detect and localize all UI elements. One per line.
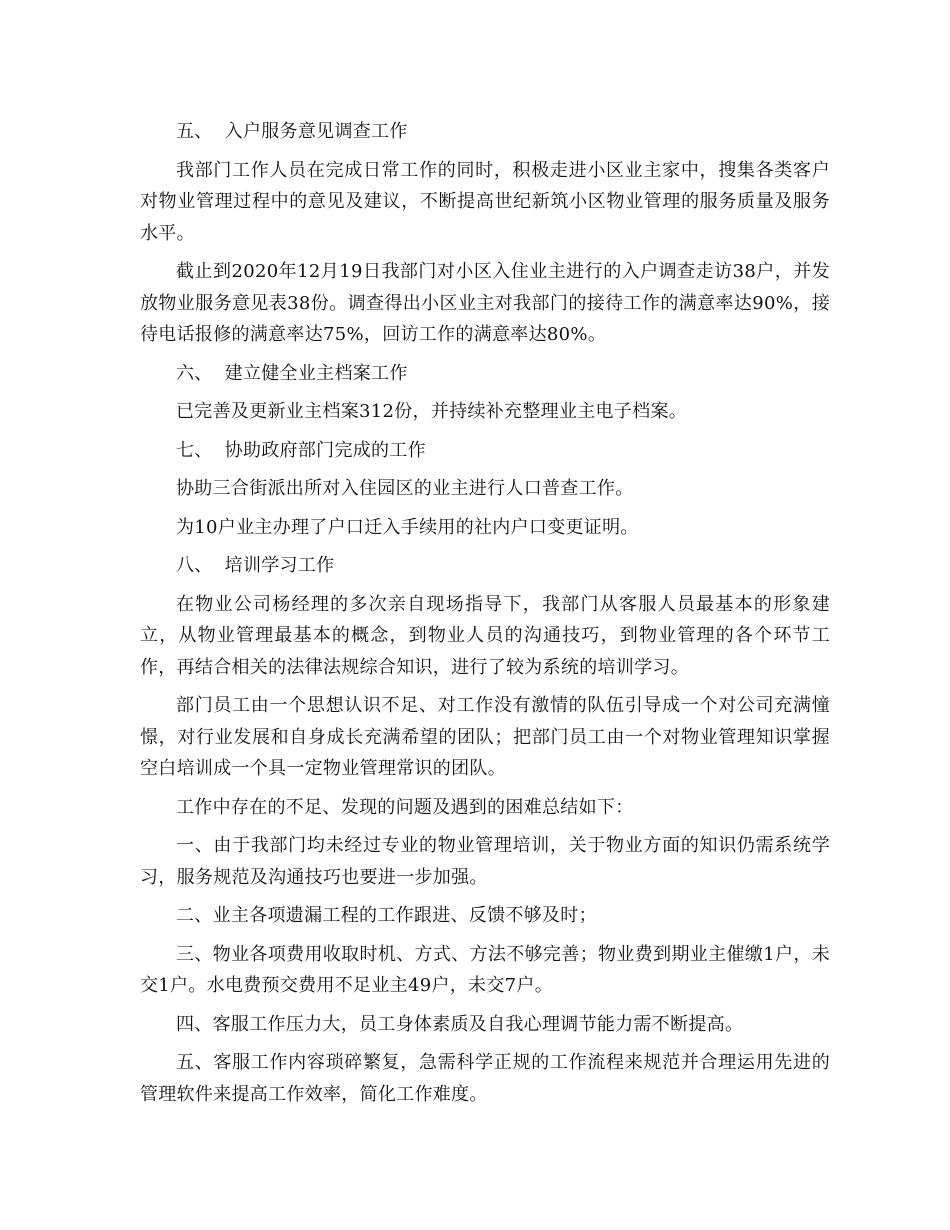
- list-item-problem-5: 五、客服工作内容琐碎繁复，急需科学正规的工作流程来规范并合理运用先进的管理软件来提高工作效率，简化工作难度。: [140, 1052, 830, 1105]
- document-body: [140, 116, 830, 1117]
- paragraph: 已完善及更新业主档案312份，并持续补充整理业主电子档案。: [176, 401, 688, 422]
- section-heading-6: 六、 建立健全业主档案工作: [176, 362, 408, 384]
- paragraph: 协助三合街派出所对入住园区的业主进行人口普查工作。: [176, 478, 634, 499]
- list-item-problem-3: 三、物业各项费用收取时机、方式、方法不够完善；物业费到期业主催缴1户，未交1户。水电费预交费用不足业主49户，未交7户。: [140, 943, 830, 996]
- paragraph: 截止到2020年12月19日我部门对小区入住业主进行的入户调查走访38户，并发放物业服务意见表38份。调查得出小区业主对我部门的接待工作的满意率达90%，接待电话报修的满意率达75%，回访工作的满意率达80%。: [140, 261, 830, 345]
- paragraph: 为10户业主办理了户口迁入手续用的社内户口变更证明。: [176, 516, 639, 538]
- paragraph: 工作中存在的不足、发现的问题及遇到的困难总结如下：: [176, 796, 634, 818]
- paragraph: 我部门工作人员在完成日常工作的同时，积极走进小区业主家中，搜集各类客户对物业管理过程中的意见及建议，不断提高世纪新筑小区物业管理的服务质量及服务水平。: [140, 159, 830, 244]
- section-heading-8: 八、 培训学习工作: [176, 555, 335, 576]
- paragraph: 部门员工由一个思想认识不足、对工作没有激情的队伍引导成一个对公司充满憧憬，对行业发展和自身成长充满希望的团队；把部门员工由一个对物业管理知识掌握空白培训成一个具一定物业管理常识的团队。: [140, 695, 830, 779]
- list-item-problem-2: 二、业主各项遗漏工程的工作跟进、反馈不够及时；: [176, 905, 597, 926]
- section-heading-5: 五、 入户服务意见调查工作: [176, 121, 408, 142]
- section-heading-7: 七、 协助政府部门完成的工作: [176, 439, 426, 461]
- list-item-problem-1: 一、由于我部门均未经过专业的物业管理培训，关于物业方面的知识仍需系统学习，服务规范及沟通技巧也要进一步加强。: [140, 835, 830, 888]
- paragraph: 在物业公司杨经理的多次亲自现场指导下，我部门从客服人员最基本的形象建立，从物业管理最基本的概念，到物业人员的沟通技巧，到物业管理的各个环节工作，再结合相关的法律法规综合知识，进行了较为系统的培训学习。: [140, 593, 830, 678]
- list-item-problem-4: 四、客服工作压力大，员工身体素质及自我心理调节能力需不断提高。: [176, 1013, 744, 1035]
